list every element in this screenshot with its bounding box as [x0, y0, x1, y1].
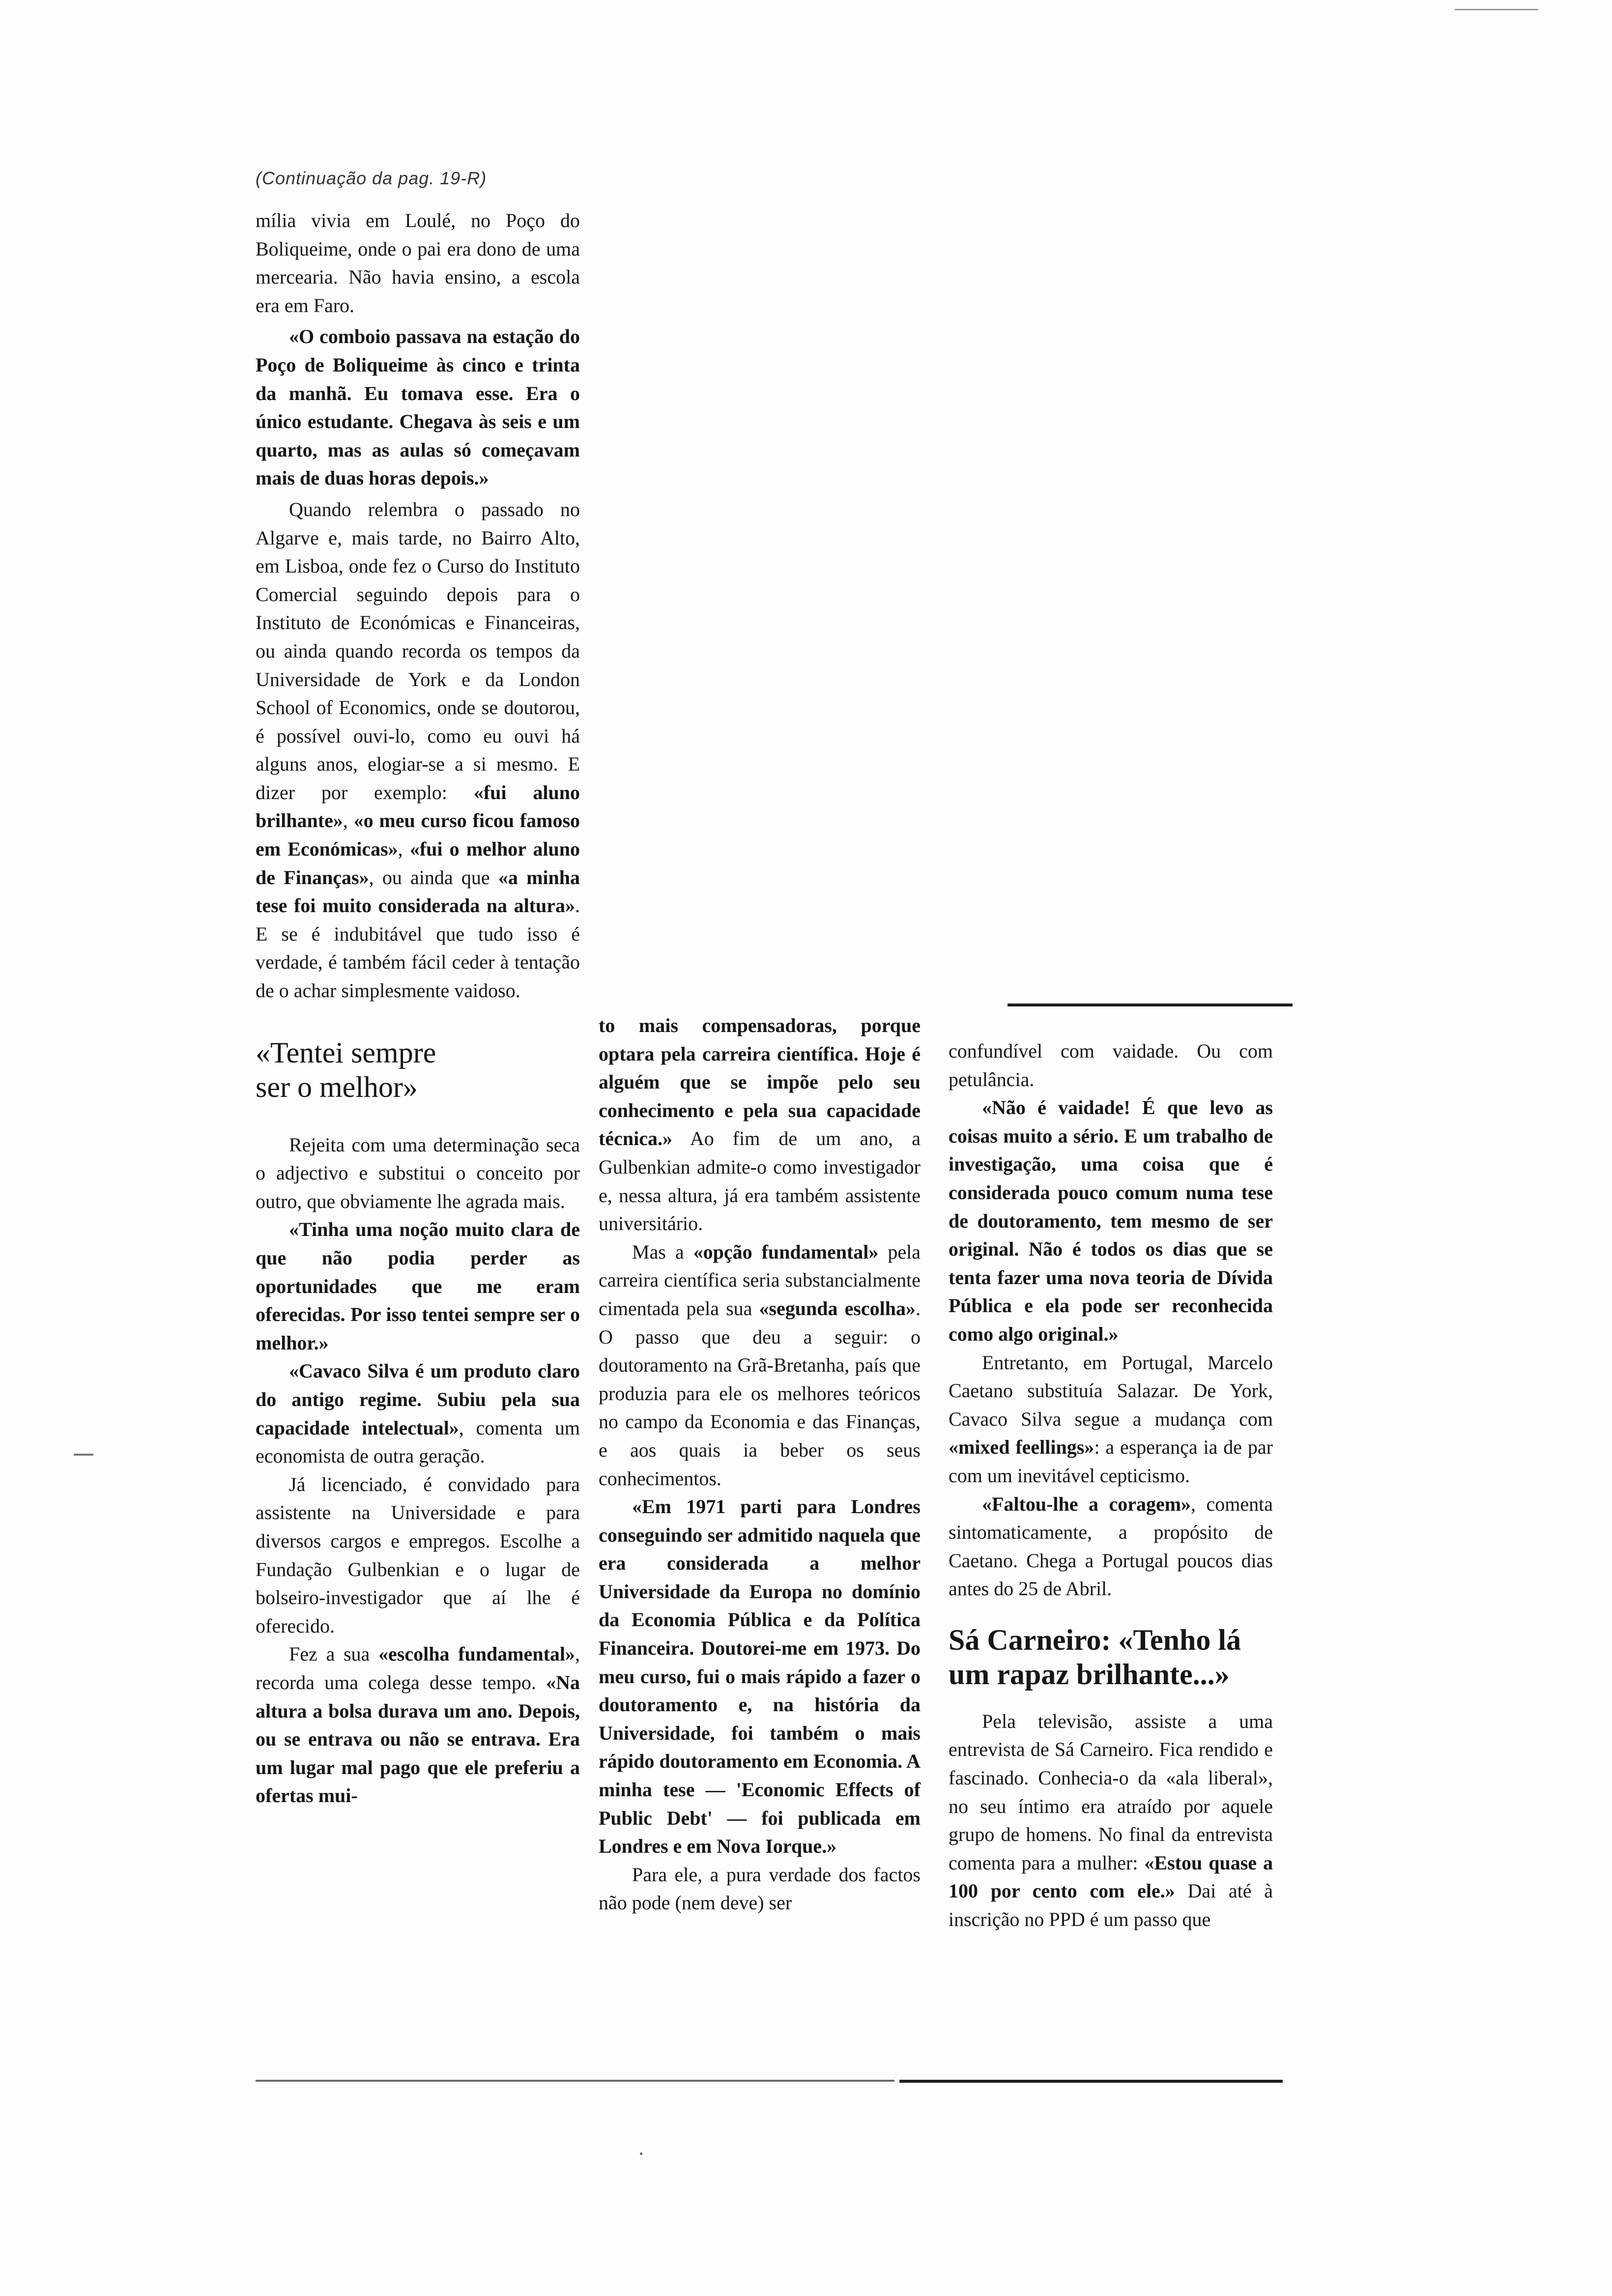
quote-paragraph: «Em 1971 parti para Londres conseguindo ser admitido naquela que era considerada a melhor Universidade da Europa no domínio da Economia Pública e da Política Financeira. Doutorei-me em 1973. Do meu curso, fui o mais rápido a fazer o doutoramento e, na história da Universidade, foi também o mais rápido doutoramento em Economia. A minha tese — 'Economic Effects of Public Debt' — foi publicada em Londres e em Nova Iorque.»	[599, 1495, 921, 1858]
bottom-rule-left	[256, 2080, 894, 2082]
paragraph: Já licenciado, é convidado para assistente na Universidade e para diversos cargos e empregos. Escolhe a Fundação Gulbenkian e o lugar de bolseiro-investigador que aí lhe é oferecido.	[256, 1473, 580, 1637]
paragraph: Entretanto, em Portugal, Marcelo Caetano substituía Salazar. De York, Cavaco Silva segue a mudança com «mixed feellings»: a esperança ia de par com um inevitável cepticismo.	[949, 1351, 1273, 1487]
quote-paragraph: «O comboio passava na estação do Poço de Boliqueime às cinco e trinta da manhã. Eu tomava esse. Era o único estudante. Chegava às seis e um quarto, mas as aulas só começavam mais de duas horas depois.»	[256, 325, 580, 489]
column-rule-top-right	[1008, 1004, 1293, 1006]
margin-dash-mark	[74, 1454, 93, 1456]
paragraph: confundível com vaidade. Ou com petulância.	[949, 1040, 1273, 1091]
paragraph: Quando relembra o passado no Algarve e, mais tarde, no Bairro Alto, em Lisboa, onde fez o Curso do Instituto Comercial seguindo depois para o Instituto de Económicas e Financeiras, ou ainda quando recorda os tempos da Universidade de York e da London School of Economics, onde se doutorou, é possível ouvi-lo, como eu ouvi há alguns anos, elogiar-se a si mesmo. E dizer por exemplo: «fui aluno brilhante», «o meu curso ficou famoso em Económicas», «fui o melhor aluno de Finanças», ou ainda que «a minha tese foi muito considerada na altura». E se é indubitável que tudo isso é verdade, é também fácil ceder à tentação de o achar simplesmente vaidoso.	[256, 498, 580, 1002]
column-2	[599, 1011, 921, 1917]
paragraph: «Faltou-lhe a coragem», comenta sintomaticamente, a propósito de Caetano. Chega a Portugal poucos dias antes do 25 de Abril.	[949, 1492, 1273, 1600]
paragraph: mília vivia em Loulé, no Poço do Boliqueime, onde o pai era dono de uma mercearia. Não havia ensino, a escola era em Faro.	[256, 209, 580, 316]
scan-speck	[640, 2152, 642, 2155]
section-subheading: Sá Carneiro: «Tenho lá um rapaz brilhante...»	[949, 1623, 1241, 1691]
column-1	[256, 206, 580, 1810]
column-3	[949, 1037, 1273, 1934]
top-right-scan-mark	[1455, 9, 1538, 10]
quote-paragraph: «Tinha uma noção muito clara de que não podia perder as oportunidades que me eram oferecidas. Por isso tentei sempre ser o melhor.»	[256, 1218, 580, 1354]
paragraph: Rejeita com uma determinação seca o adjectivo e substitui o conceito por outro, que obviamente lhe agrada mais.	[256, 1133, 580, 1212]
paragraph: Fez a sua «escolha fundamental», recorda uma colega desse tempo. «Na altura a bolsa durava um ano. Depois, ou se entrava ou não se entrava. Era um lugar mal pago que ele preferiu a ofertas mui-	[256, 1643, 580, 1807]
paragraph: to mais compensadoras, porque optara pela carreira científica. Hoje é alguém que se impõe pelo seu conhecimento e pela sua capacidade técnica.» Ao fim de um ano, a Gulbenkian admite-o como investigador e, nessa altura, já era também assistente universitário.	[599, 1014, 921, 1235]
paragraph: Mas a «opção fundamental» pela carreira científica seria substancialmente cimentada pela sua «segunda escolha». O passo que deu a seguir: o doutoramento na Grã-Bretanha, país que produzia para ele os melhores teóricos no campo da Economia e das Finanças, e aos quais ia beber os seus conhecimentos.	[599, 1240, 921, 1490]
continuation-note: (Continuação da pag. 19-R)	[256, 168, 487, 188]
paragraph: «Cavaco Silva é um produto claro do antigo regime. Subiu pela sua capacidade intelectual», comenta um economista de outra geração.	[256, 1360, 580, 1467]
paragraph: Pela televisão, assiste a uma entrevista de Sá Carneiro. Fica rendido e fascinado. Conhecia-o da «ala liberal», no seu íntimo era atraído por aquele grupo de homens. No final da entrevista comenta para a mulher: «Estou quase a 100 por cento com ele.» Dai até à inscrição no PPD é um passo que	[949, 1710, 1273, 1931]
section-subheading: «Tentei sempre ser o melhor»	[256, 1036, 436, 1103]
paragraph: Para ele, a pura verdade dos factos não pode (nem deve) ser	[599, 1863, 921, 1914]
bottom-rule-right	[899, 2080, 1283, 2083]
quote-paragraph: «Não é vaidade! É que levo as coisas muito a sério. E um trabalho de investigação, uma coisa que é considerada pouco comum numa tese de doutoramento, tem mesmo de ser original. Não é todos os dias que se tenta fazer uma nova teoria de Dívida Pública e ela pode ser reconhecida como algo original.»	[949, 1096, 1273, 1345]
